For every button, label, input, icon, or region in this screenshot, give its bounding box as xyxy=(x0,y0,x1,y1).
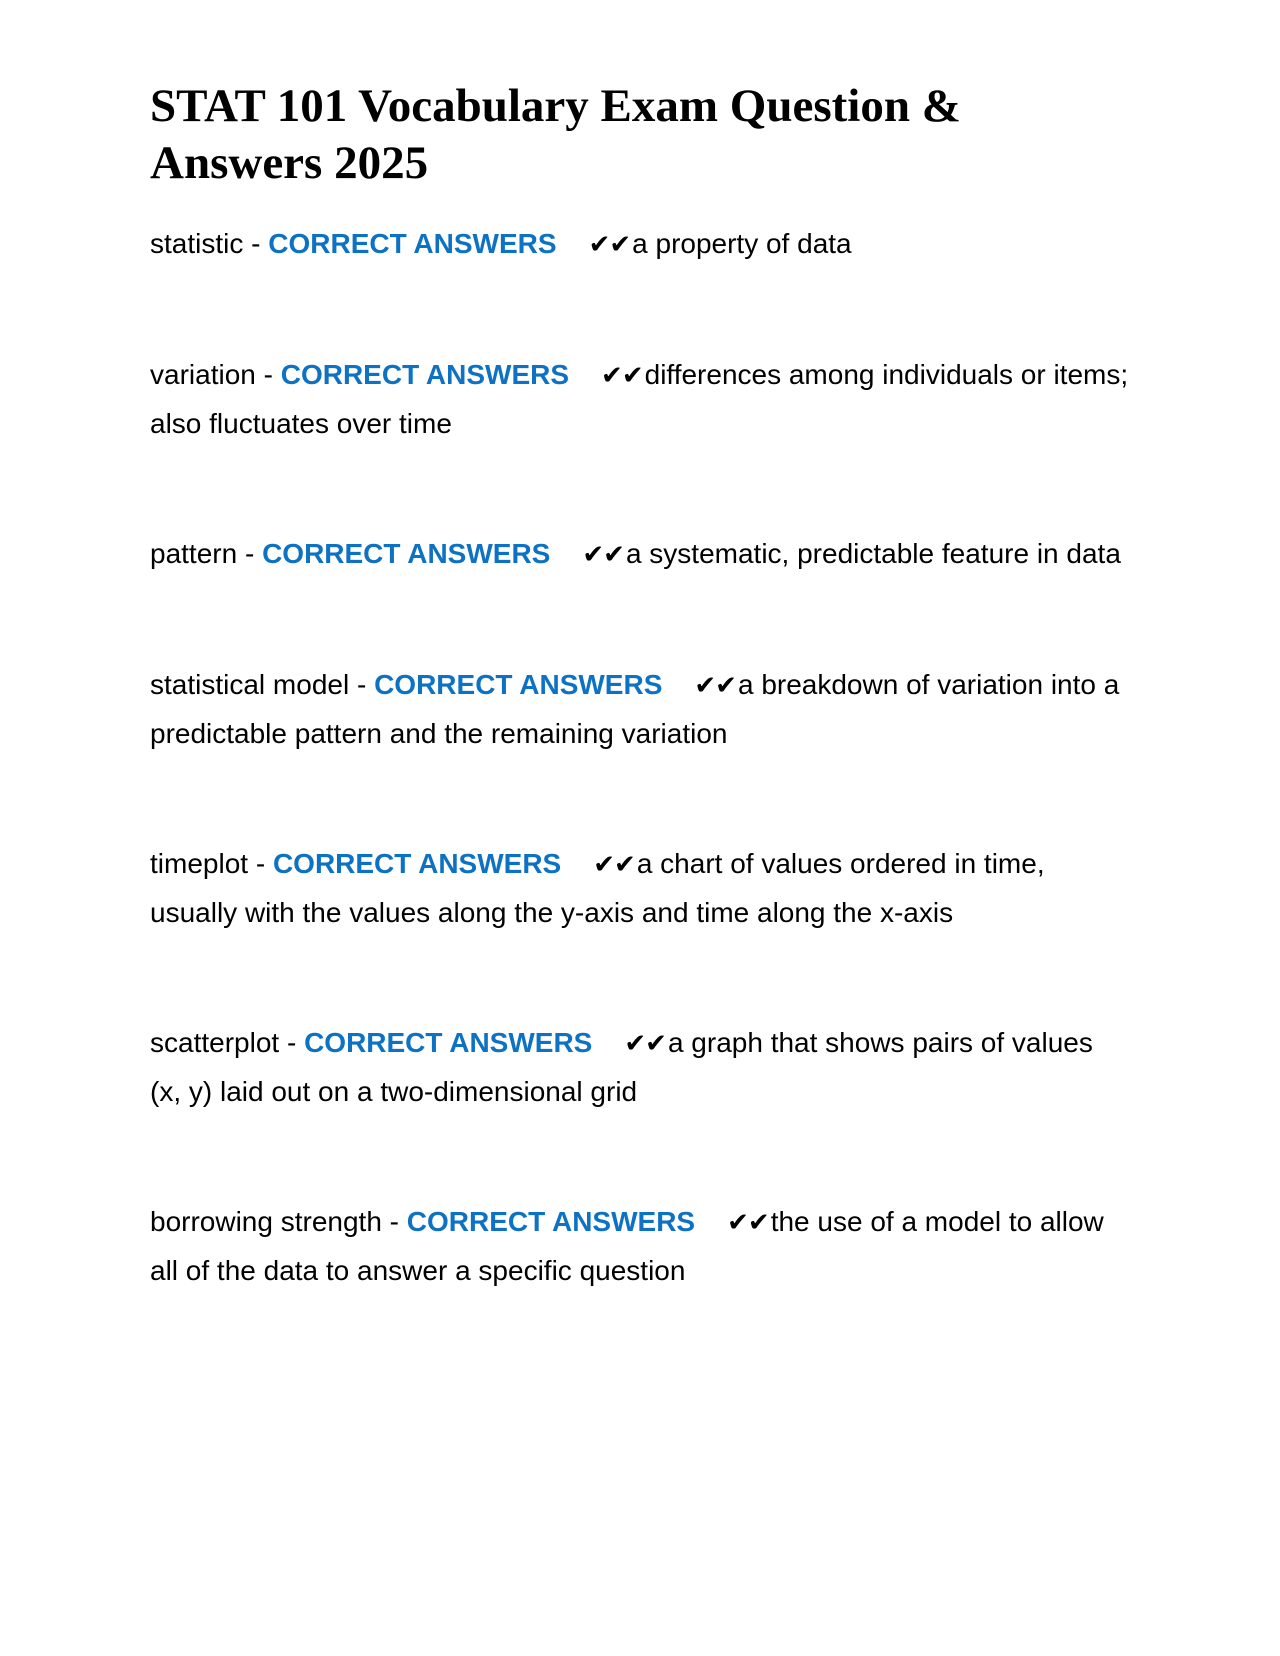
check-marks-icon: ✔✔ xyxy=(624,1029,666,1059)
correct-answers-label: CORRECT ANSWERS xyxy=(268,228,557,259)
correct-answers-label: CORRECT ANSWERS xyxy=(272,848,562,879)
correct-answers-label: CORRECT ANSWERS xyxy=(374,669,663,700)
entry-definition: a graph that shows pairs of values (x, y) laid out on a two-dimensional grid xyxy=(150,1027,1093,1107)
entry-definition: a systematic, predictable feature in data xyxy=(625,538,1121,569)
entry-term: scatterplot xyxy=(150,1027,280,1058)
vocab-entry-statistic: statistic - CORRECT ANSWERS ✔✔a property of data xyxy=(150,220,1130,269)
entry-definition: a breakdown of variation into a predictable pattern and the remaining variation xyxy=(150,669,1120,749)
correct-answers-label: CORRECT ANSWERS xyxy=(280,359,570,390)
entry-definition: the use of a model to allow all of the data to answer a specific question xyxy=(150,1206,1104,1286)
entry-term: timeplot xyxy=(150,848,249,879)
vocab-entry-pattern: pattern - CORRECT ANSWERS ✔✔a systematic, predictable feature in data xyxy=(150,530,1130,579)
vocab-entry-scatterplot: scatterplot - CORRECT ANSWERS ✔✔a graph that shows pairs of values (x, y) laid out on a two-dimensional grid xyxy=(150,1019,1130,1116)
vocab-entry-borrowing-strength: borrowing strength - CORRECT ANSWERS ✔✔the use of a model to allow all of the data to answer a specific question xyxy=(150,1198,1130,1295)
check-marks-icon: ✔✔ xyxy=(593,850,635,880)
entry-term: variation xyxy=(150,359,256,390)
check-marks-icon: ✔✔ xyxy=(694,671,736,701)
check-marks-icon: ✔✔ xyxy=(601,361,643,391)
entry-definition: a property of data xyxy=(632,228,852,259)
vocab-entry-variation: variation - CORRECT ANSWERS ✔✔differences among individuals or items; also fluctuates over time xyxy=(150,351,1130,448)
check-marks-icon: ✔✔ xyxy=(582,540,624,570)
entry-definition: differences among individuals or items; also fluctuates over time xyxy=(150,359,1129,439)
correct-answers-label: CORRECT ANSWERS xyxy=(304,1027,593,1058)
correct-answers-label: CORRECT ANSWERS xyxy=(406,1206,696,1237)
document-page xyxy=(150,78,1130,1377)
vocab-entry-timeplot: timeplot - CORRECT ANSWERS ✔✔a chart of values ordered in time, usually with the values along the y-axis and time along the x-axis xyxy=(150,840,1130,937)
document-title: STAT 101 Vocabulary Exam Question & Answers 2025 xyxy=(150,80,961,189)
entry-term: pattern xyxy=(150,538,238,569)
check-marks-icon: ✔✔ xyxy=(727,1208,769,1238)
vocab-entry-statistical-model: statistical model - CORRECT ANSWERS ✔✔a breakdown of variation into a predictable pattern and the remaining variation xyxy=(150,661,1130,758)
check-marks-icon: ✔✔ xyxy=(588,230,631,260)
entry-definition: a chart of values ordered in time, usually with the values along the y-axis and time along the x-axis xyxy=(150,848,1045,928)
entry-term: statistic xyxy=(150,228,244,259)
entry-term: statistical model xyxy=(150,669,350,700)
entry-term: borrowing strength xyxy=(150,1206,382,1237)
correct-answers-label: CORRECT ANSWERS xyxy=(262,538,551,569)
